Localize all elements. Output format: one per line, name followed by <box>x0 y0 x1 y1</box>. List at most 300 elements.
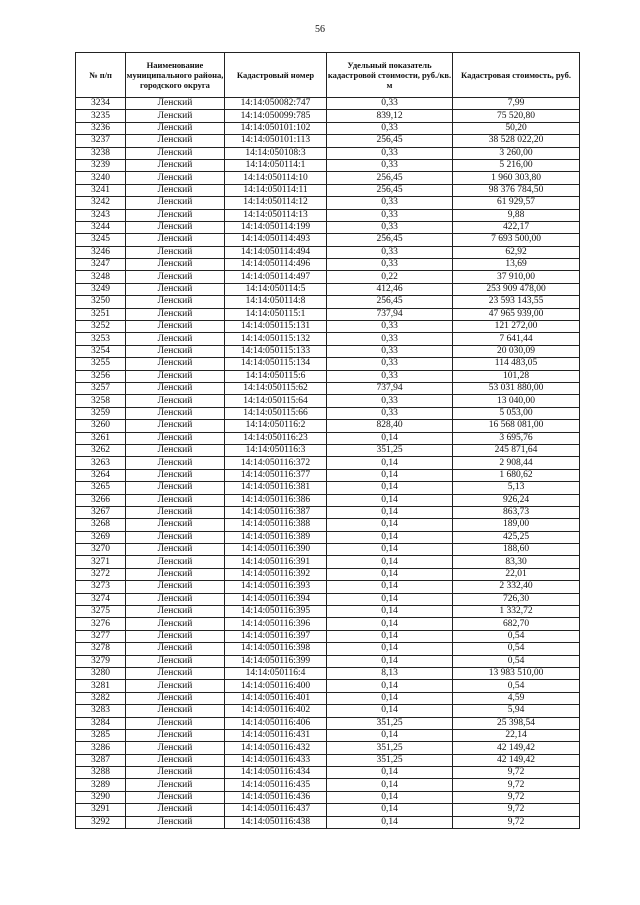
cell-specific-value: 412,46 <box>327 283 453 295</box>
cell-cadastral-value: 98 376 784,50 <box>453 184 580 196</box>
cell-specific-value: 0,14 <box>327 692 453 704</box>
cell-district: Ленский <box>126 159 225 171</box>
cell-district: Ленский <box>126 816 225 828</box>
table-row <box>76 444 580 456</box>
cell-row-number: 3253 <box>76 333 126 345</box>
cell-cadastral-number: 14:14:050108:3 <box>225 147 327 159</box>
cell-cadastral-number: 14:14:050116:381 <box>225 482 327 494</box>
cell-specific-value: 256,45 <box>327 296 453 308</box>
cell-cadastral-value: 0,54 <box>453 630 580 642</box>
cell-district: Ленский <box>126 221 225 233</box>
cell-district: Ленский <box>126 420 225 432</box>
cell-district: Ленский <box>126 246 225 258</box>
cell-cadastral-number: 14:14:050116:401 <box>225 692 327 704</box>
cell-row-number: 3273 <box>76 581 126 593</box>
table-row <box>76 742 580 754</box>
cell-cadastral-value: 3 695,76 <box>453 432 580 444</box>
cell-district: Ленский <box>126 544 225 556</box>
cell-cadastral-number: 14:14:050115:132 <box>225 333 327 345</box>
cell-row-number: 3262 <box>76 444 126 456</box>
cell-row-number: 3256 <box>76 370 126 382</box>
cell-specific-value: 0,33 <box>327 221 453 233</box>
cell-row-number: 3242 <box>76 197 126 209</box>
table-row <box>76 754 580 766</box>
cell-row-number: 3283 <box>76 705 126 717</box>
cell-cadastral-number: 14:14:050116:434 <box>225 767 327 779</box>
cell-district: Ленский <box>126 469 225 481</box>
cell-specific-value: 0,14 <box>327 556 453 568</box>
cell-row-number: 3288 <box>76 767 126 779</box>
cell-district: Ленский <box>126 432 225 444</box>
cell-specific-value: 0,14 <box>327 581 453 593</box>
cell-specific-value: 0,14 <box>327 655 453 667</box>
cell-row-number: 3240 <box>76 172 126 184</box>
cadastral-value-table <box>75 52 580 829</box>
cell-cadastral-number: 14:14:050116:23 <box>225 432 327 444</box>
cell-specific-value: 0,33 <box>327 370 453 382</box>
cell-cadastral-value: 13 040,00 <box>453 395 580 407</box>
table-row <box>76 494 580 506</box>
cell-cadastral-value: 75 520,80 <box>453 110 580 122</box>
cell-row-number: 3235 <box>76 110 126 122</box>
cell-row-number: 3266 <box>76 494 126 506</box>
cell-district: Ленский <box>126 630 225 642</box>
cell-district: Ленский <box>126 680 225 692</box>
cell-district: Ленский <box>126 395 225 407</box>
cell-cadastral-value: 53 031 880,00 <box>453 382 580 394</box>
table-row <box>76 606 580 618</box>
cell-specific-value: 256,45 <box>327 135 453 147</box>
cell-district: Ленский <box>126 345 225 357</box>
cell-cadastral-number: 14:14:050114:494 <box>225 246 327 258</box>
cell-cadastral-number: 14:14:050116:433 <box>225 754 327 766</box>
cell-cadastral-value: 4,59 <box>453 692 580 704</box>
cell-row-number: 3251 <box>76 308 126 320</box>
table-row <box>76 345 580 357</box>
table-row <box>76 407 580 419</box>
table-row <box>76 618 580 630</box>
cell-row-number: 3286 <box>76 742 126 754</box>
cell-district: Ленский <box>126 370 225 382</box>
cell-row-number: 3248 <box>76 271 126 283</box>
cell-district: Ленский <box>126 556 225 568</box>
cell-cadastral-value: 61 929,57 <box>453 197 580 209</box>
table-row <box>76 172 580 184</box>
cell-cadastral-number: 14:14:050101:102 <box>225 122 327 134</box>
cell-cadastral-value: 9,72 <box>453 779 580 791</box>
cell-cadastral-value: 9,72 <box>453 767 580 779</box>
cell-cadastral-value: 20 030,09 <box>453 345 580 357</box>
cell-row-number: 3279 <box>76 655 126 667</box>
cell-row-number: 3285 <box>76 729 126 741</box>
table-row <box>76 234 580 246</box>
table-row <box>76 791 580 803</box>
cell-specific-value: 0,33 <box>327 197 453 209</box>
table-row <box>76 705 580 717</box>
cell-cadastral-value: 13,69 <box>453 259 580 271</box>
cell-row-number: 3284 <box>76 717 126 729</box>
cell-cadastral-number: 14:14:050116:389 <box>225 531 327 543</box>
cell-district: Ленский <box>126 457 225 469</box>
cell-row-number: 3272 <box>76 568 126 580</box>
cell-specific-value: 256,45 <box>327 184 453 196</box>
table-row <box>76 816 580 828</box>
cell-district: Ленский <box>126 606 225 618</box>
table-row <box>76 519 580 531</box>
cell-specific-value: 351,25 <box>327 444 453 456</box>
cell-row-number: 3275 <box>76 606 126 618</box>
cell-row-number: 3281 <box>76 680 126 692</box>
cell-row-number: 3246 <box>76 246 126 258</box>
cell-row-number: 3238 <box>76 147 126 159</box>
cell-row-number: 3269 <box>76 531 126 543</box>
cell-cadastral-number: 14:14:050116:398 <box>225 643 327 655</box>
cell-cadastral-number: 14:14:050116:435 <box>225 779 327 791</box>
cell-cadastral-value: 3 260,00 <box>453 147 580 159</box>
table-row <box>76 420 580 432</box>
cell-row-number: 3237 <box>76 135 126 147</box>
table-row <box>76 432 580 444</box>
table-body <box>76 98 580 829</box>
cell-row-number: 3264 <box>76 469 126 481</box>
cell-cadastral-number: 14:14:050116:387 <box>225 506 327 518</box>
cell-row-number: 3280 <box>76 667 126 679</box>
cell-specific-value: 0,33 <box>327 98 453 110</box>
cell-cadastral-number: 14:14:050101:113 <box>225 135 327 147</box>
table-row <box>76 296 580 308</box>
header-row-number: № п/п <box>76 53 126 98</box>
cell-cadastral-value: 37 910,00 <box>453 271 580 283</box>
cell-district: Ленский <box>126 618 225 630</box>
cell-specific-value: 0,33 <box>327 358 453 370</box>
table-row <box>76 197 580 209</box>
cell-cadastral-number: 14:14:050115:64 <box>225 395 327 407</box>
cell-row-number: 3241 <box>76 184 126 196</box>
cell-cadastral-value: 7 693 500,00 <box>453 234 580 246</box>
cell-cadastral-value: 188,60 <box>453 544 580 556</box>
table-row <box>76 209 580 221</box>
cell-cadastral-value: 189,00 <box>453 519 580 531</box>
cell-specific-value: 0,33 <box>327 159 453 171</box>
cell-district: Ленский <box>126 358 225 370</box>
cell-district: Ленский <box>126 209 225 221</box>
cell-cadastral-number: 14:14:050114:11 <box>225 184 327 196</box>
table-row <box>76 767 580 779</box>
cell-cadastral-number: 14:14:050114:12 <box>225 197 327 209</box>
table-row <box>76 358 580 370</box>
cell-cadastral-value: 422,17 <box>453 221 580 233</box>
cell-district: Ленский <box>126 197 225 209</box>
cell-row-number: 3254 <box>76 345 126 357</box>
cell-cadastral-value: 2 332,40 <box>453 581 580 593</box>
cell-specific-value: 0,22 <box>327 271 453 283</box>
cell-cadastral-number: 14:14:050116:386 <box>225 494 327 506</box>
cell-cadastral-value: 5 216,00 <box>453 159 580 171</box>
cell-district: Ленский <box>126 581 225 593</box>
cell-cadastral-number: 14:14:050116:432 <box>225 742 327 754</box>
table-row <box>76 556 580 568</box>
cell-district: Ленский <box>126 147 225 159</box>
cell-district: Ленский <box>126 407 225 419</box>
cell-cadastral-number: 14:14:050115:1 <box>225 308 327 320</box>
cell-cadastral-value: 425,25 <box>453 531 580 543</box>
cell-row-number: 3239 <box>76 159 126 171</box>
table-row <box>76 321 580 333</box>
table-row <box>76 184 580 196</box>
cell-cadastral-number: 14:14:050115:62 <box>225 382 327 394</box>
cell-cadastral-value: 1 680,62 <box>453 469 580 481</box>
cell-row-number: 3247 <box>76 259 126 271</box>
cell-district: Ленский <box>126 531 225 543</box>
cell-cadastral-number: 14:14:050114:5 <box>225 283 327 295</box>
cell-specific-value: 0,33 <box>327 395 453 407</box>
cell-cadastral-value: 83,30 <box>453 556 580 568</box>
cell-cadastral-value: 0,54 <box>453 655 580 667</box>
cell-cadastral-value: 9,72 <box>453 791 580 803</box>
cell-row-number: 3292 <box>76 816 126 828</box>
cell-specific-value: 0,14 <box>327 729 453 741</box>
cell-row-number: 3261 <box>76 432 126 444</box>
table-row <box>76 593 580 605</box>
cell-cadastral-value: 114 483,05 <box>453 358 580 370</box>
cell-specific-value: 0,14 <box>327 630 453 642</box>
cell-cadastral-number: 14:14:050116:431 <box>225 729 327 741</box>
cell-row-number: 3282 <box>76 692 126 704</box>
page-number: 56 <box>315 24 325 35</box>
cell-district: Ленский <box>126 568 225 580</box>
cell-specific-value: 0,14 <box>327 469 453 481</box>
cell-cadastral-value: 726,30 <box>453 593 580 605</box>
table-row <box>76 271 580 283</box>
cell-row-number: 3249 <box>76 283 126 295</box>
cell-cadastral-number: 14:14:050116:400 <box>225 680 327 692</box>
table-row <box>76 680 580 692</box>
table-row <box>76 221 580 233</box>
cell-row-number: 3236 <box>76 122 126 134</box>
table-row <box>76 568 580 580</box>
cell-cadastral-value: 0,54 <box>453 643 580 655</box>
table-row <box>76 804 580 816</box>
cell-cadastral-value: 253 909 478,00 <box>453 283 580 295</box>
cell-specific-value: 0,33 <box>327 407 453 419</box>
table-row <box>76 506 580 518</box>
cell-district: Ленский <box>126 296 225 308</box>
cell-cadastral-number: 14:14:050116:395 <box>225 606 327 618</box>
cell-row-number: 3245 <box>76 234 126 246</box>
cell-cadastral-number: 14:14:050116:397 <box>225 630 327 642</box>
table-row <box>76 655 580 667</box>
cell-cadastral-number: 14:14:050116:372 <box>225 457 327 469</box>
cell-specific-value: 737,94 <box>327 308 453 320</box>
cell-cadastral-value: 121 272,00 <box>453 321 580 333</box>
cell-cadastral-number: 14:14:050116:402 <box>225 705 327 717</box>
cell-cadastral-number: 14:14:050114:496 <box>225 259 327 271</box>
cell-specific-value: 0,14 <box>327 804 453 816</box>
cell-specific-value: 0,14 <box>327 791 453 803</box>
table-row <box>76 457 580 469</box>
cell-row-number: 3250 <box>76 296 126 308</box>
cell-district: Ленский <box>126 271 225 283</box>
cell-cadastral-number: 14:14:050116:391 <box>225 556 327 568</box>
cell-district: Ленский <box>126 308 225 320</box>
cell-cadastral-value: 9,88 <box>453 209 580 221</box>
table-header-row <box>76 53 580 98</box>
cell-cadastral-value: 7 641,44 <box>453 333 580 345</box>
cell-cadastral-value: 38 528 022,20 <box>453 135 580 147</box>
cell-district: Ленский <box>126 172 225 184</box>
cell-row-number: 3260 <box>76 420 126 432</box>
cell-cadastral-value: 22,01 <box>453 568 580 580</box>
cell-cadastral-number: 14:14:050099:785 <box>225 110 327 122</box>
cell-cadastral-value: 47 965 939,00 <box>453 308 580 320</box>
cell-specific-value: 0,33 <box>327 333 453 345</box>
table-row <box>76 729 580 741</box>
cell-specific-value: 0,14 <box>327 767 453 779</box>
cell-cadastral-number: 14:14:050116:388 <box>225 519 327 531</box>
cell-district: Ленский <box>126 98 225 110</box>
cell-row-number: 3255 <box>76 358 126 370</box>
cell-cadastral-number: 14:14:050116:2 <box>225 420 327 432</box>
cell-specific-value: 0,14 <box>327 506 453 518</box>
cell-specific-value: 0,33 <box>327 321 453 333</box>
cell-district: Ленский <box>126 234 225 246</box>
cell-specific-value: 0,14 <box>327 643 453 655</box>
cell-row-number: 3291 <box>76 804 126 816</box>
cell-row-number: 3276 <box>76 618 126 630</box>
cell-cadastral-value: 9,72 <box>453 804 580 816</box>
cell-specific-value: 828,40 <box>327 420 453 432</box>
cell-district: Ленский <box>126 122 225 134</box>
cell-cadastral-value: 0,54 <box>453 680 580 692</box>
table-row <box>76 581 580 593</box>
cell-cadastral-value: 682,70 <box>453 618 580 630</box>
cell-specific-value: 0,14 <box>327 618 453 630</box>
cell-row-number: 3244 <box>76 221 126 233</box>
cell-cadastral-value: 101,28 <box>453 370 580 382</box>
cell-cadastral-value: 5,94 <box>453 705 580 717</box>
cell-cadastral-value: 23 593 143,55 <box>453 296 580 308</box>
table-row <box>76 135 580 147</box>
cell-specific-value: 0,14 <box>327 482 453 494</box>
cell-specific-value: 0,33 <box>327 122 453 134</box>
table-row <box>76 333 580 345</box>
cell-specific-value: 0,33 <box>327 246 453 258</box>
cell-cadastral-number: 14:14:050116:393 <box>225 581 327 593</box>
cell-district: Ленский <box>126 506 225 518</box>
table-row <box>76 692 580 704</box>
cell-cadastral-number: 14:14:050115:134 <box>225 358 327 370</box>
cell-row-number: 3289 <box>76 779 126 791</box>
cell-cadastral-value: 5,13 <box>453 482 580 494</box>
cell-specific-value: 0,14 <box>327 680 453 692</box>
cell-cadastral-number: 14:14:050116:4 <box>225 667 327 679</box>
cell-cadastral-number: 14:14:050116:437 <box>225 804 327 816</box>
cell-district: Ленский <box>126 779 225 791</box>
cell-row-number: 3257 <box>76 382 126 394</box>
table-row <box>76 159 580 171</box>
cell-district: Ленский <box>126 519 225 531</box>
cell-district: Ленский <box>126 754 225 766</box>
cell-cadastral-value: 25 398,54 <box>453 717 580 729</box>
table-row <box>76 531 580 543</box>
table-row <box>76 717 580 729</box>
cell-district: Ленский <box>126 729 225 741</box>
table-row <box>76 630 580 642</box>
table-row <box>76 482 580 494</box>
cell-district: Ленский <box>126 692 225 704</box>
cell-specific-value: 737,94 <box>327 382 453 394</box>
cell-cadastral-number: 14:14:050116:3 <box>225 444 327 456</box>
table-row <box>76 147 580 159</box>
cell-specific-value: 0,33 <box>327 259 453 271</box>
cell-cadastral-number: 14:14:050116:390 <box>225 544 327 556</box>
cell-specific-value: 839,12 <box>327 110 453 122</box>
cell-district: Ленский <box>126 110 225 122</box>
cell-cadastral-value: 7,99 <box>453 98 580 110</box>
cell-specific-value: 0,14 <box>327 432 453 444</box>
cell-cadastral-number: 14:14:050114:10 <box>225 172 327 184</box>
cell-row-number: 3252 <box>76 321 126 333</box>
cell-row-number: 3277 <box>76 630 126 642</box>
cell-row-number: 3290 <box>76 791 126 803</box>
cell-row-number: 3263 <box>76 457 126 469</box>
cell-row-number: 3270 <box>76 544 126 556</box>
table-row <box>76 382 580 394</box>
cell-district: Ленский <box>126 705 225 717</box>
cell-cadastral-number: 14:14:050114:199 <box>225 221 327 233</box>
cell-cadastral-number: 14:14:050116:394 <box>225 593 327 605</box>
cell-row-number: 3234 <box>76 98 126 110</box>
cell-cadastral-value: 863,73 <box>453 506 580 518</box>
header-cadastral-number: Кадастровый номер <box>225 53 327 98</box>
cell-district: Ленский <box>126 382 225 394</box>
cell-district: Ленский <box>126 655 225 667</box>
cell-cadastral-number: 14:14:050116:436 <box>225 791 327 803</box>
cell-district: Ленский <box>126 333 225 345</box>
cell-cadastral-number: 14:14:050082:747 <box>225 98 327 110</box>
cell-cadastral-value: 42 149,42 <box>453 754 580 766</box>
table-row <box>76 395 580 407</box>
cell-row-number: 3274 <box>76 593 126 605</box>
cell-specific-value: 256,45 <box>327 234 453 246</box>
table-row <box>76 779 580 791</box>
cell-cadastral-number: 14:14:050115:6 <box>225 370 327 382</box>
cell-row-number: 3265 <box>76 482 126 494</box>
table-row <box>76 469 580 481</box>
cell-district: Ленский <box>126 667 225 679</box>
cell-specific-value: 256,45 <box>327 172 453 184</box>
table-row <box>76 283 580 295</box>
cell-row-number: 3268 <box>76 519 126 531</box>
cell-district: Ленский <box>126 767 225 779</box>
cell-cadastral-number: 14:14:050114:1 <box>225 159 327 171</box>
cell-cadastral-number: 14:14:050114:493 <box>225 234 327 246</box>
cell-district: Ленский <box>126 444 225 456</box>
table-row <box>76 98 580 110</box>
cell-row-number: 3243 <box>76 209 126 221</box>
cell-specific-value: 351,25 <box>327 742 453 754</box>
table-row <box>76 259 580 271</box>
cell-cadastral-number: 14:14:050116:392 <box>225 568 327 580</box>
cell-district: Ленский <box>126 283 225 295</box>
cell-cadastral-value: 62,92 <box>453 246 580 258</box>
cell-district: Ленский <box>126 135 225 147</box>
cell-specific-value: 351,25 <box>327 754 453 766</box>
cell-specific-value: 0,14 <box>327 544 453 556</box>
cell-specific-value: 0,14 <box>327 519 453 531</box>
cell-specific-value: 0,14 <box>327 779 453 791</box>
cell-district: Ленский <box>126 184 225 196</box>
